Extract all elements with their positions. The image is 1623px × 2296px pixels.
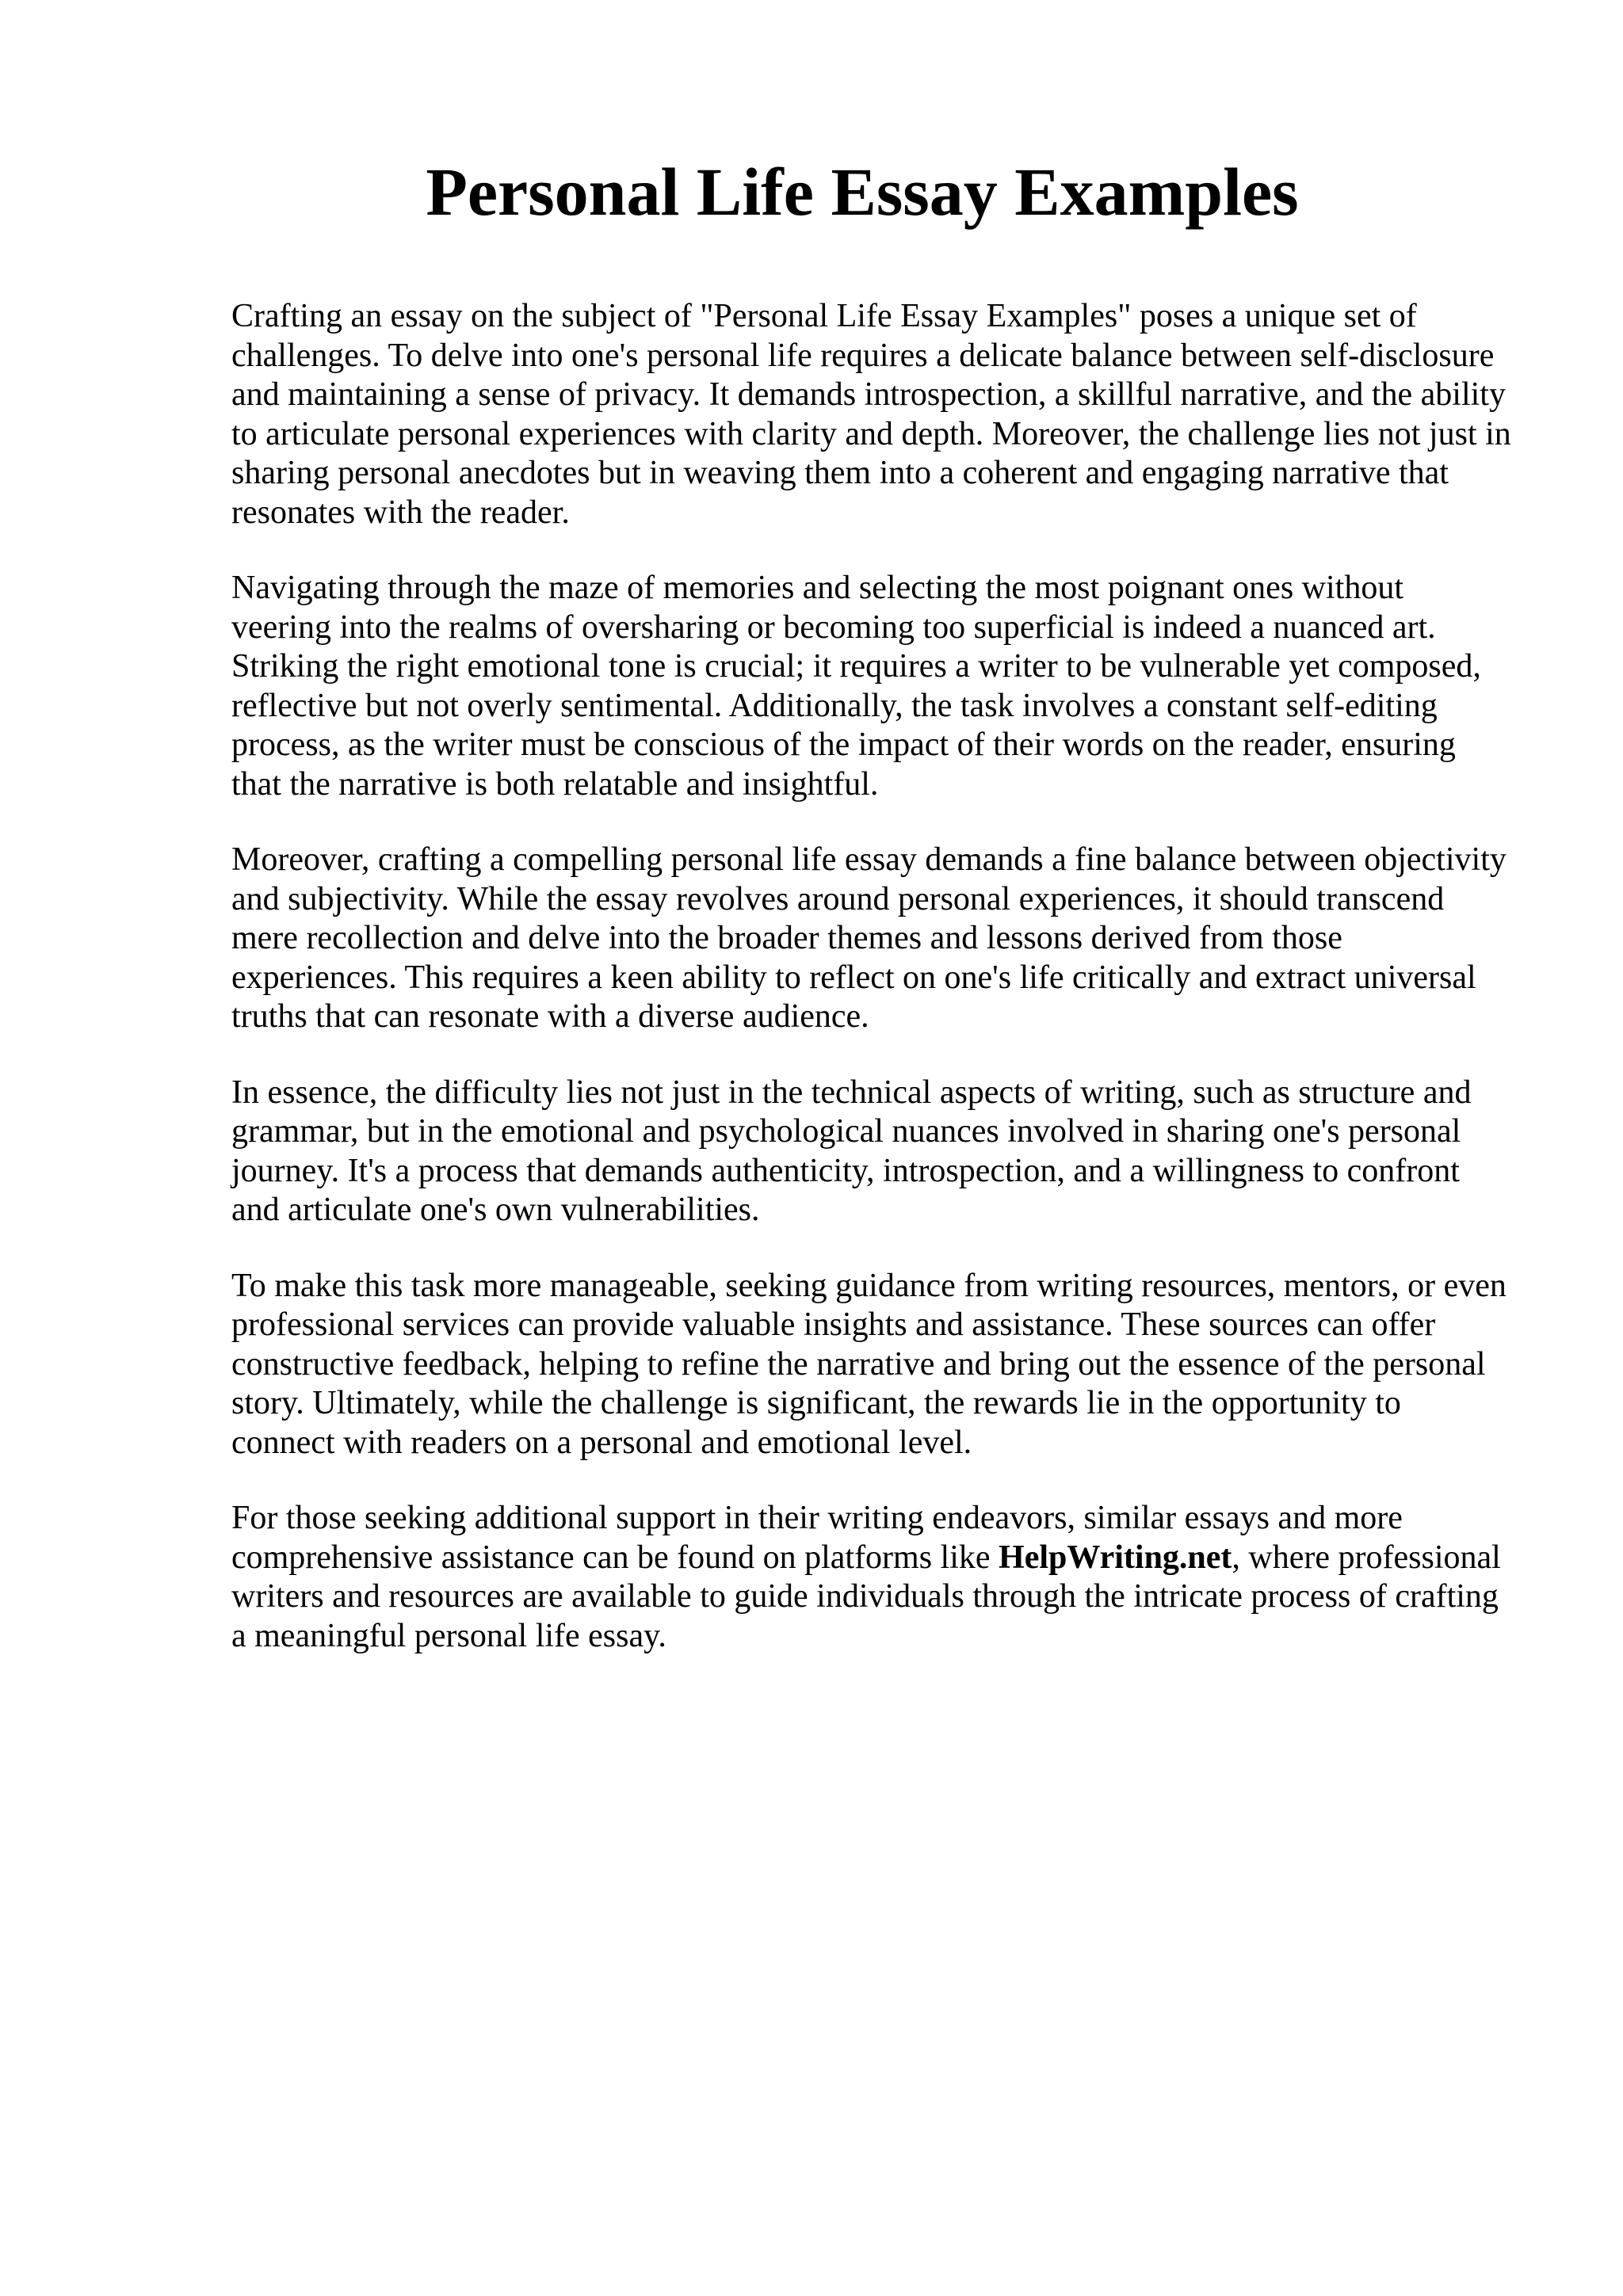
paragraph-1: Crafting an essay on the subject of "Personal Life Essay Examples" poses a unique set of challenges. To delve into one's personal life requires a delicate balance between self-disclosure and maintaining a sense of privacy. It demands introspection, a skillful narrative, and the ability to articulate personal experiences with clarity and depth. Moreover, the challenge lies not just in sharing personal anecdotes but in weaving them into a coherent and engaging narrative that resonates with the reader. <box>231 298 1511 531</box>
paragraph-2: Navigating through the maze of memories and selecting the most poignant ones without veering into the realms of oversharing or becoming too superficial is indeed a nuanced art. Striking the right emotional tone is crucial; it requires a writer to be vulnerable yet composed, reflective but not overly sentimental. Additionally, the task involves a constant self-editing process, as the writer must be conscious of the impact of their words on the reader, ensuring that the narrative is both relatable and insightful. <box>231 570 1481 803</box>
paragraph-6-intro: For those seeking additional support in their writing endeavors, similar essays and more comprehensive assistance can be found on platforms like <box>231 1500 1403 1576</box>
paragraph-6 <box>231 1499 1511 1656</box>
paragraph-3: Moreover, crafting a compelling personal life essay demands a fine balance between objectivity and subjectivity. While the essay revolves around personal experiences, it should transcend mere recollection and delve into the broader themes and lessons derived from those experiences. This requires a keen ability to reflect on one's life critically and extract universal truths that can resonate with a diverse audience. <box>231 841 1507 1035</box>
essay-body <box>231 297 1511 1692</box>
paragraph-5: To make this task more manageable, seeking guidance from writing resources, mentors, or even professional services can provide valuable insights and assistance. These sources can offer constructive feedback, helping to refine the narrative and bring out the essence of the personal story. Ultimately, while the challenge is significant, the rewards lie in the opportunity to connect with readers on a personal and emotional level. <box>231 1267 1507 1461</box>
paragraph-4: In essence, the difficulty lies not just in the technical aspects of writing, such as structure and grammar, but in the emotional and psychological nuances involved in sharing one's personal journey. It's a process that demands authenticity, introspection, and a willingness to confront and articulate one's own vulnerabilities. <box>231 1074 1472 1228</box>
helpwriting-link[interactable]: HelpWriting.net <box>999 1539 1232 1576</box>
paragraph-6-outro: , where professional writers and resources are available to guide individuals through the intricate process of crafting a meaningful personal life essay. <box>231 1539 1501 1654</box>
page-title: Personal Life Essay Examples <box>426 154 1299 230</box>
